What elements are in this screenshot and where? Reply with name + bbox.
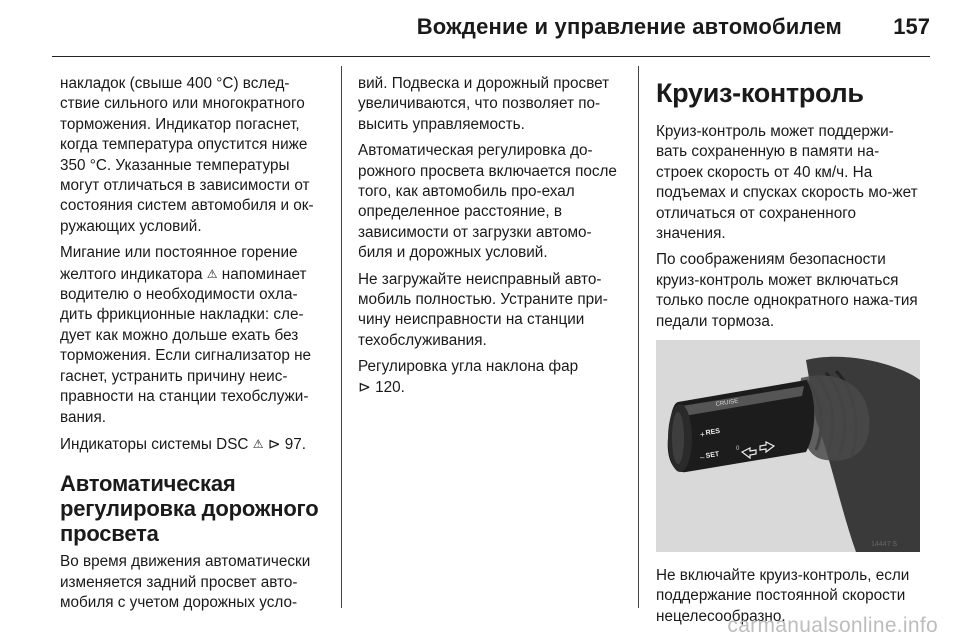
section-title: Круиз-контроль: [656, 78, 864, 108]
cruise-control-lever-illustration: [656, 340, 920, 552]
paragraph: накладок (свыше 400 °C) вслед-ствие сильного или многократного торможения. Индикатор погаснет, когда температура опустится ниже 350 °C. Указанные температуры могут отличаться в зависимости от состояния систем автомобиля и ок-ружающих условий.: [60, 75, 314, 235]
brake-warning-icon: ⚠: [206, 266, 218, 281]
column-divider-1: [341, 66, 342, 608]
paragraph: Круиз-контроль может поддержи-вать сохраненную в памяти на-строек скорость от 40 км/ч. На подъемах и спусках скорость мо-жет отличаться от сохраненного значения.: [656, 123, 918, 243]
lever-tip-face: [672, 412, 684, 464]
figure-code: 14447 S: [871, 541, 898, 549]
paragraph: Мигание или постоянное горение желтого индикатора ⚠ напоминает водителю о необходимости охла-дить фрикционные накладки: сле-дует как можно дольше ехать без торможения. Если сигнализатор не гаснет, устранить причину неис-правности на станции техобслужи-вания.: [60, 244, 312, 426]
res-label: RES: [705, 427, 721, 438]
column-divider-2: [638, 66, 639, 608]
paragraph: Во время движения автоматически изменяется задний просвет авто-мобиля с учетом дорожных усло-: [60, 553, 311, 612]
cruise-lever-drawing: [656, 340, 920, 552]
arrow-reference-icon: ⊳: [267, 435, 281, 453]
paragraph: Регулировка угла наклона фар ⊳ 120.: [358, 358, 579, 396]
page-header: [0, 0, 960, 58]
minus-mark: –: [700, 453, 705, 463]
paragraph: вий. Подвеска и дорожный просвет увеличиваются, что позволяет по-высить управляемость.: [358, 75, 610, 133]
column-3: [656, 74, 920, 633]
paragraph: По соображениям безопасности круиз-контроль может включаться только после однократного нажа-тия педали тормоза.: [656, 251, 918, 330]
paragraph: Индикаторы системы DSC ⚠ ⊳ 97.: [60, 435, 307, 453]
page-reference-link[interactable]: 97.: [280, 435, 307, 453]
watermark-text: carmanualsonline.info: [727, 614, 938, 637]
column-2: [358, 74, 626, 404]
column-1: [60, 74, 328, 620]
arrow-reference-icon: ⊳: [358, 378, 371, 396]
page-reference-link[interactable]: 120.: [370, 378, 405, 396]
section-heading: Автоматическая регулировка дорожного просвета: [60, 471, 319, 547]
set-label: SET: [705, 450, 720, 461]
paragraph: Не включайте круиз-контроль, если поддержание постоянной скорости нецелесообразно.: [656, 567, 910, 625]
brake-warning-icon: ⚠: [252, 436, 264, 451]
header-rule: [52, 56, 930, 57]
paragraph: Автоматическая регулировка до-рожного просвета включается после того, как автомобиль про-ехал определенное расстояние, в зависимости от загрузки автомо-биля и дорожных условий.: [358, 142, 617, 262]
plus-mark: +: [700, 430, 705, 440]
page-number: 157: [893, 14, 930, 39]
cruise-label: CRUISE: [715, 398, 739, 409]
switch-mark: 0: [736, 446, 740, 453]
paragraph: Не загружайте неисправный авто-мобиль полностью. Устраните при-чину неисправности на станции техобслуживания.: [358, 270, 608, 349]
header-title: Вождение и управление автомобилем: [416, 14, 842, 39]
